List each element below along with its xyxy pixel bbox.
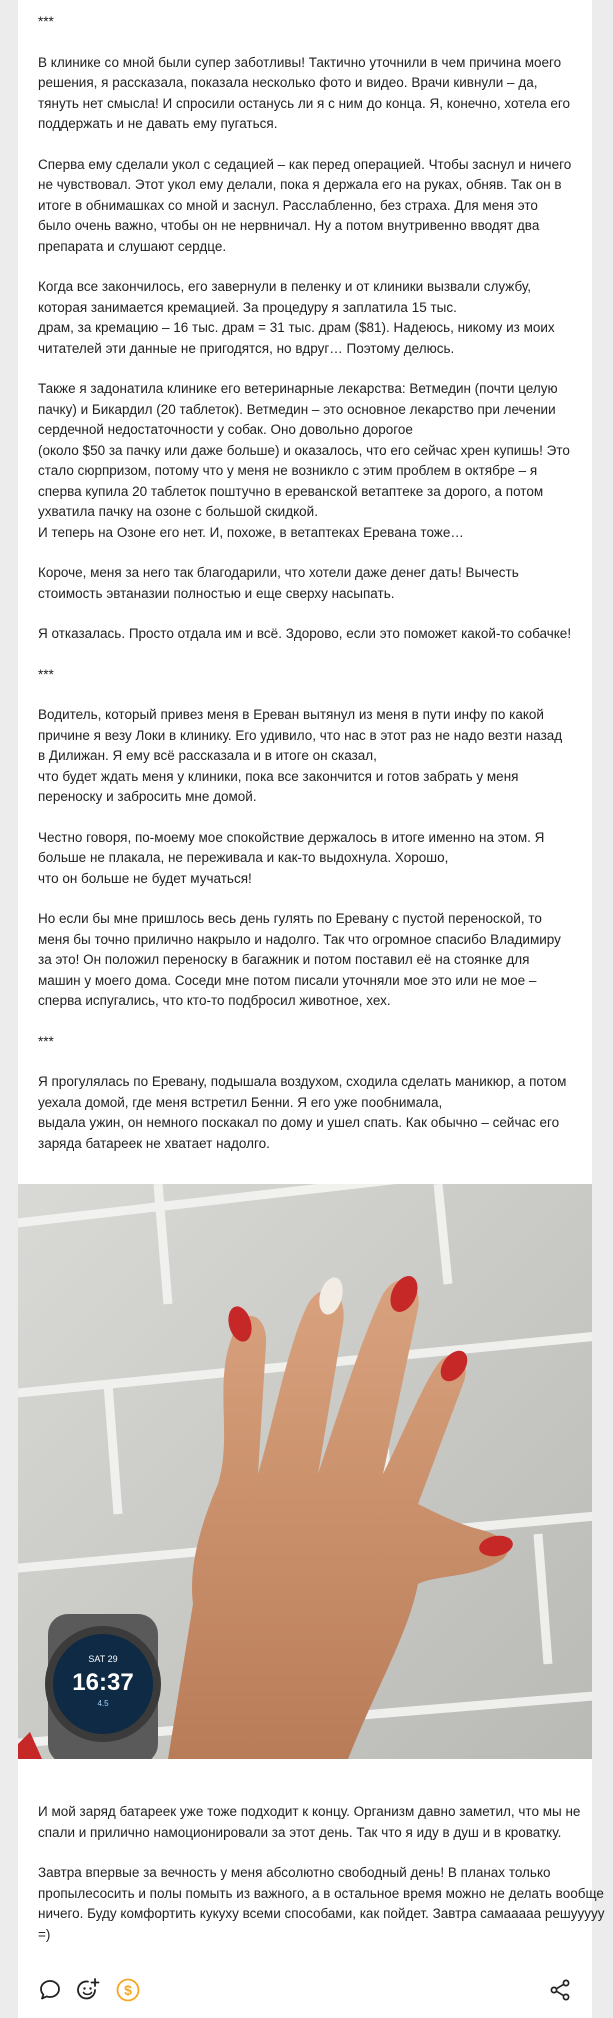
comment-icon [38, 1978, 62, 2002]
smartwatch [45, 1614, 161, 1759]
paragraph: Когда все закончилось, его завернули в пеленку и от клиники вызвали службу, которая занимается кремацией. За процедуру я заплатила 15 тыс. драм, за кремацию – 16 тыс. драм = 31 тыс. драм ($81). Надеюсь, никому из моих читателей эти данные не пригодятся, но вдруг… Поэтому делюсь. [38, 279, 555, 356]
paragraph: В клинике со мной были супер заботливы! Тактично уточнили в чем причина моего решения, я рассказала, показала несколько фото и видео. Врачи кивнули – да, тянуть нет смысла! И спросили останусь ли я с ним до конца. Я, конечно, хотела его поддержать и не давать ему пугаться. [38, 54, 571, 131]
paragraph: Сперва ему сделали укол с седацией – как перед операцией. Чтобы заснул и ничего не чувствовал. Этот укол ему делали, пока я держала его на руках, обняв. Так он в итоге в обнимашках со мной и заснул. Расслабленно, без страха. Для меня это было очень важно, чтобы он не нервничал. Ну а потом внутривенно вводят два препарата и слушают сердце. [38, 156, 572, 254]
separator: *** [38, 666, 54, 682]
separator: *** [38, 1033, 54, 1049]
share-button[interactable] [546, 1976, 574, 2004]
paragraph: И мой заряд батареек уже тоже подходит к концу. Организм давно заметил, что мы не спали и прилично намоционировали за этот день. Так что я иду в душ и в кроватку. [38, 1804, 581, 1840]
donate-dollar-icon [115, 1977, 141, 2003]
post-photo-manicure[interactable] [18, 1184, 592, 1759]
add-reaction-button[interactable] [74, 1976, 102, 2004]
watch-sub-label: 4.5 [97, 1699, 109, 1708]
photo-illustration [18, 1184, 592, 1759]
paragraph: Я отказалась. Просто отдала им и всё. Здорово, если это поможет какой-то собачке! [38, 626, 572, 641]
post-body-bottom [18, 1790, 613, 1965]
post-actions-bar [18, 1968, 592, 2008]
paragraph: Но если бы мне пришлось весь день гулять по Еревану с пустой переноской, то меня бы точно прилично накрыло и надолго. Так что огромное спасибо Владимиру за это! Он положил переноску в багажник и потом поставил её на стоянке для машин у моего дома. Соседи мне потом писали уточняли мое это или не мое – сперва испугались, что кто-то подбросил животное, хех. [38, 911, 561, 1008]
watch-day-label: SAT 29 [88, 1654, 118, 1664]
donate-button[interactable] [114, 1976, 142, 2004]
post-card [18, 0, 605, 2018]
paragraph: Короче, меня за него так благодарили, что хотели даже денег дать! Вычесть стоимость эвтаназии полностью и еще сверху насыпать. [38, 565, 519, 601]
svg-text:$: $ [124, 1982, 132, 1998]
post-body-top [18, 0, 592, 1154]
watch-time-label: 16:37 [72, 1669, 134, 1696]
share-icon [548, 1978, 572, 2002]
paragraph: Завтра впервые за вечность у меня абсолютно свободный день! В планах только пропылесосить и полы помыть из важного, а в остальное время можно не делать вообще ничего. Буду комфортить кукуху всеми способами, как пойдет. Завтра самааааа решууууу =) [38, 1865, 605, 1942]
add-reaction-icon [75, 1977, 101, 2003]
paragraph: Водитель, который привез меня в Ереван вытянул из меня в пути инфу по какой причине я везу Локи в клинику. Его удивило, что нас в этот раз не надо везти назад в Дилижан. Я ему всё рассказала и в итоге он сказал, что будет ждать меня у клиники, пока все закончится и готов забрать у меня переноску и забросить мне домой. [38, 707, 563, 804]
paragraph: Честно говоря, по-моему мое спокойствие держалось в итоге именно на этом. Я больше не плакала, не переживала и как-то выдохнула. Хорошо, что он больше не будет мучаться! [38, 829, 545, 886]
separator: *** [38, 14, 54, 29]
paragraph: Также я задонатила клинике его ветеринарные лекарства: Ветмедин (почти целую пачку) и Бикардил (20 таблеток). Ветмедин – это основное лекарство при лечении сердечной недостаточности у собак. Оно довольно дорогое (около $50 за пачку или даже больше) и оказалось, что его сейчас хрен купишь! Это стало сюрпризом, потому что у меня не возникло с этим проблем в октябре – я сперва купила 20 таблеток поштучно в ереванской ветаптеке за дорого, а потом ухватила пачку на озоне с большой скидкой. И теперь на Озоне его нет. И, похоже, в ветаптеках Еревана тоже… [38, 381, 570, 540]
comment-button[interactable] [36, 1976, 64, 2004]
paragraph: Я прогулялась по Еревану, подышала воздухом, сходила сделать маникюр, а потом уехала домой, где меня встретил Бенни. Я его уже пообнимала, выдала ужин, он немного поскакал по дому и ушел спать. Как обычно – сейчас его заряда батареек не хватает надолго. [38, 1074, 567, 1151]
